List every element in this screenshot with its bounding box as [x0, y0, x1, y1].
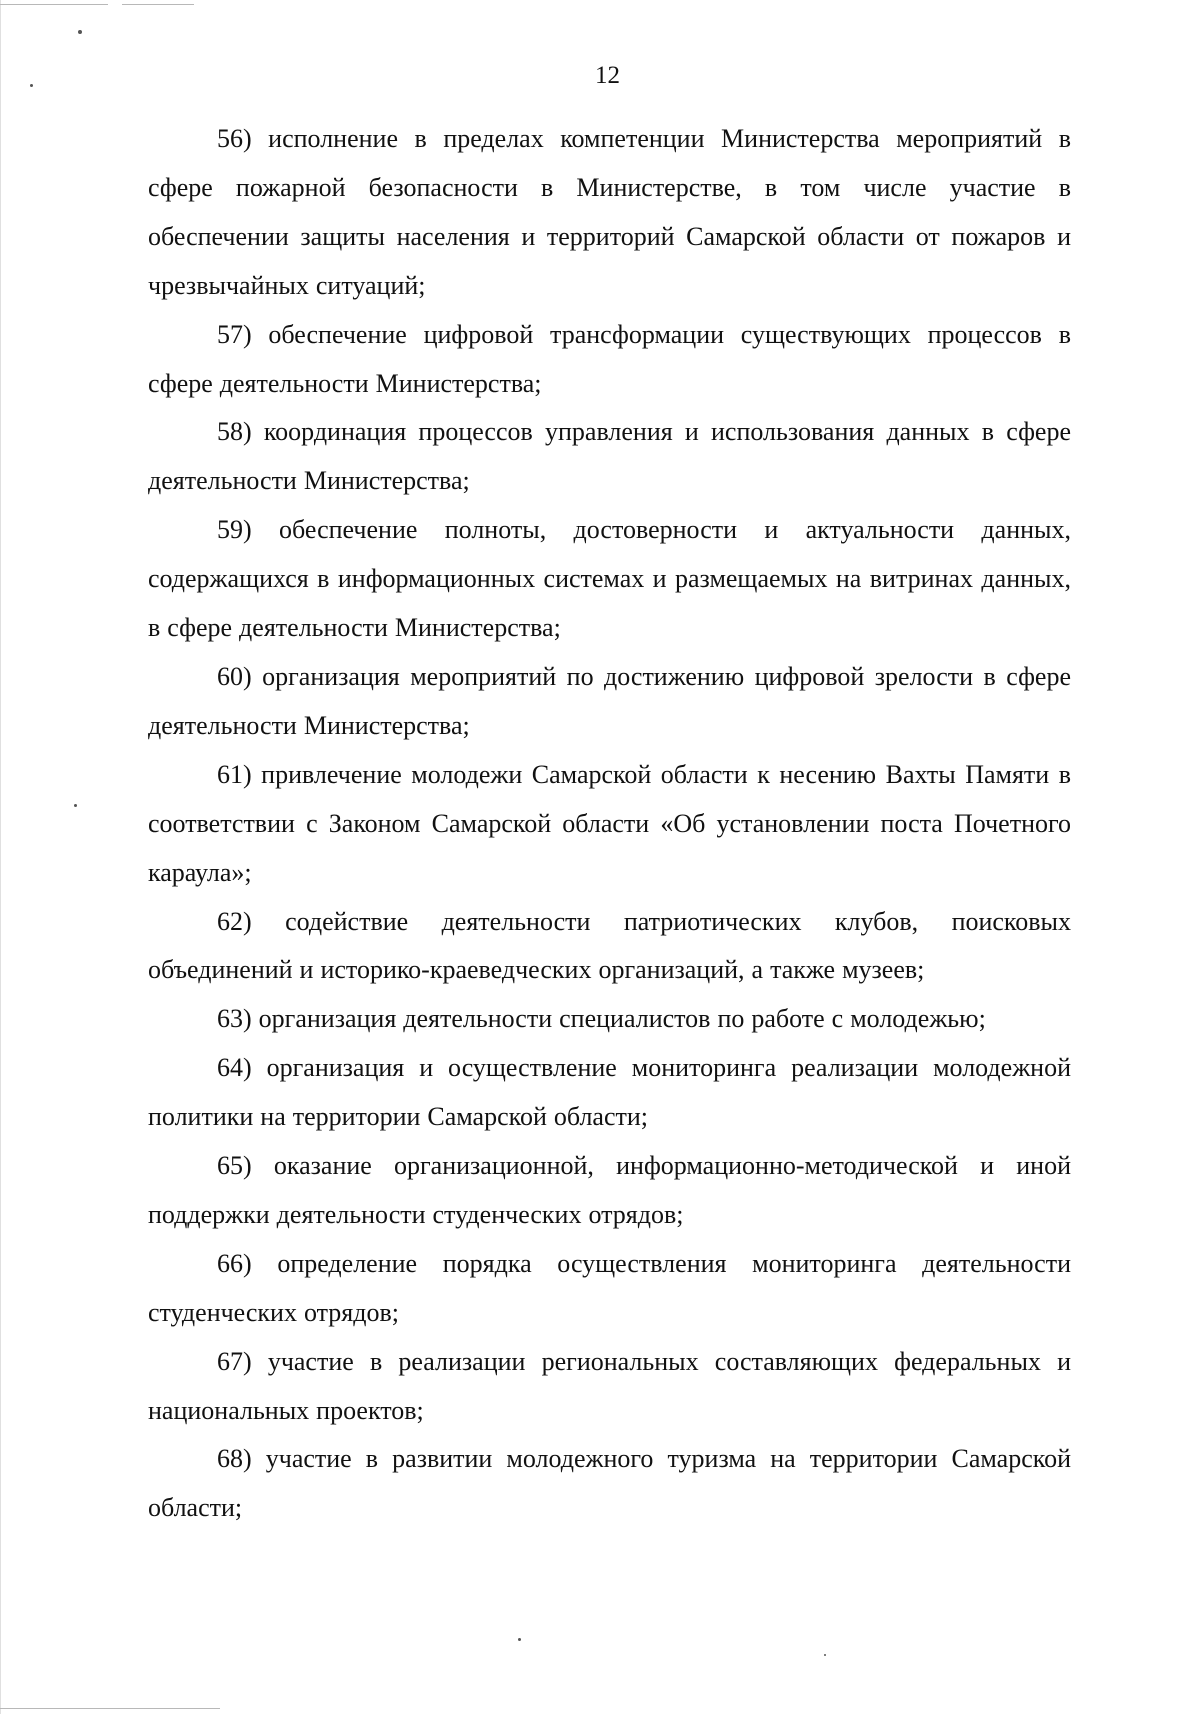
paragraph-67: 67) участие в реализации региональных составляющих федеральных и национальных проектов;: [148, 1346, 1071, 1425]
scan-speck: [518, 1638, 521, 1641]
page-number: 12: [595, 62, 620, 89]
scan-line-top-middle: [122, 4, 194, 5]
paragraph-61: 61) привлечение молодежи Самарской области к несению Вахты Памяти в соответствии с Законом Самарской области «Об установлении поста Почетного караула»;: [148, 759, 1071, 887]
scan-edge-left: [0, 0, 1, 1714]
paragraph-66: 66) определение порядка осуществления мониторинга деятельности студенческих отрядов;: [148, 1248, 1071, 1327]
paragraph-65: 65) оказание организационной, информационно-методической и иной поддержки деятельности студенческих отрядов;: [148, 1151, 1071, 1229]
paragraph-59: 59) обеспечение полноты, достоверности и актуальности данных, содержащихся в информационных системах и размещаемых на витринах данных, в сфере деятельности Министерства;: [148, 515, 1071, 643]
scan-line-top-left: [0, 4, 108, 5]
scan-line-bottom-left: [0, 1708, 220, 1709]
paragraph-60: 60) организация мероприятий по достижению цифровой зрелости в сфере деятельности Министерства;: [148, 661, 1071, 740]
document-body: [148, 115, 1071, 1533]
paragraph-68: 68) участие в развитии молодежного туризма на территории Самарской области;: [148, 1444, 1071, 1523]
paragraph-63: 63) организация деятельности специалистов по работе с молодежью;: [217, 1004, 986, 1034]
paragraph-62: 62) содействие деятельности патриотических клубов, поисковых объединений и историко-краеведческих организаций, а также музеев;: [148, 906, 1071, 985]
scan-speck: [824, 1654, 826, 1656]
paragraph-58: 58) координация процессов управления и использования данных в сфере деятельности Министерства;: [148, 417, 1071, 496]
paragraph-56: 56) исполнение в пределах компетенции Министерства мероприятий в сфере пожарной безопасности в Министерстве, в том числе участие в обеспечении защиты населения и территорий Самарской области от пожаров и чрезвычайных ситуаций;: [148, 124, 1071, 300]
scan-speck: [78, 30, 82, 34]
paragraph-57: 57) обеспечение цифровой трансформации существующих процессов в сфере деятельности Министерства;: [148, 319, 1071, 398]
scan-speck: [74, 804, 77, 807]
paragraph-64: 64) организация и осуществление мониторинга реализации молодежной политики на территории Самарской области;: [148, 1053, 1071, 1132]
